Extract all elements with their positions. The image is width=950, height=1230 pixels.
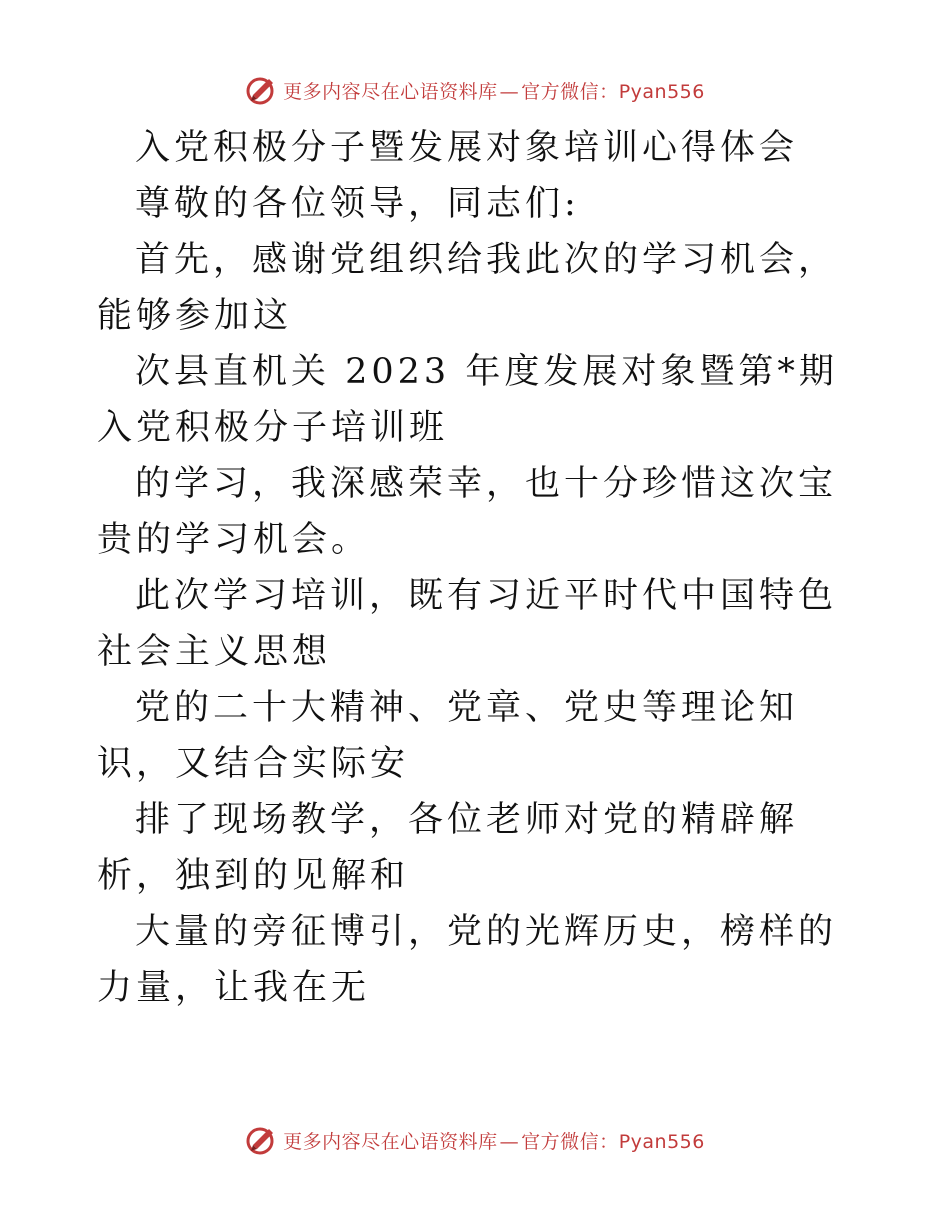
watermark-id: Pyan556 <box>618 80 705 103</box>
body-paragraph: 的学习，我深感荣幸，也十分珍惜这次宝贵的学习机会。 <box>97 464 838 560</box>
watermark-suffix: 官方微信： <box>521 80 619 103</box>
body-paragraph: 排了现场教学，各位老师对党的精辟解析，独到的见解和 <box>97 800 799 896</box>
body-paragraph: 此次学习培训，既有习近平时代中国特色社会主义思想 <box>97 576 838 672</box>
watermark-suffix: 官方微信： <box>521 1130 619 1153</box>
footer-watermark <box>0 1120 950 1160</box>
body-paragraph: 大量的旁征博引，党的光辉历史，榜样的力量，让我在无 <box>97 912 838 1008</box>
watermark-id: Pyan556 <box>618 1130 705 1153</box>
watermark-prefix: 更多内容尽在心语资料库 <box>283 1130 498 1153</box>
body-paragraph: 党的二十大精神、党章、党史等理论知识，又结合实际安 <box>97 688 799 784</box>
watermark-prefix: 更多内容尽在心语资料库 <box>283 80 498 103</box>
pen-logo-icon <box>245 1123 279 1157</box>
body-paragraph: 首先，感谢党组织给我此次的学习机会，能够参加这 <box>97 240 838 336</box>
watermark-separator: — <box>499 1130 520 1153</box>
document-body <box>97 120 857 1016</box>
watermark-text <box>283 1127 705 1154</box>
body-paragraph: 次县直机关 2023 年度发展对象暨第*期入党积极分子培训班 <box>97 352 838 448</box>
header-watermark <box>0 70 950 110</box>
document-title: 入党积极分子暨发展对象培训心得体会 <box>135 128 799 168</box>
pen-logo-icon <box>245 73 279 107</box>
watermark-text <box>283 77 705 104</box>
salutation: 尊敬的各位领导，同志们: <box>135 184 580 224</box>
watermark-separator: — <box>499 80 520 103</box>
